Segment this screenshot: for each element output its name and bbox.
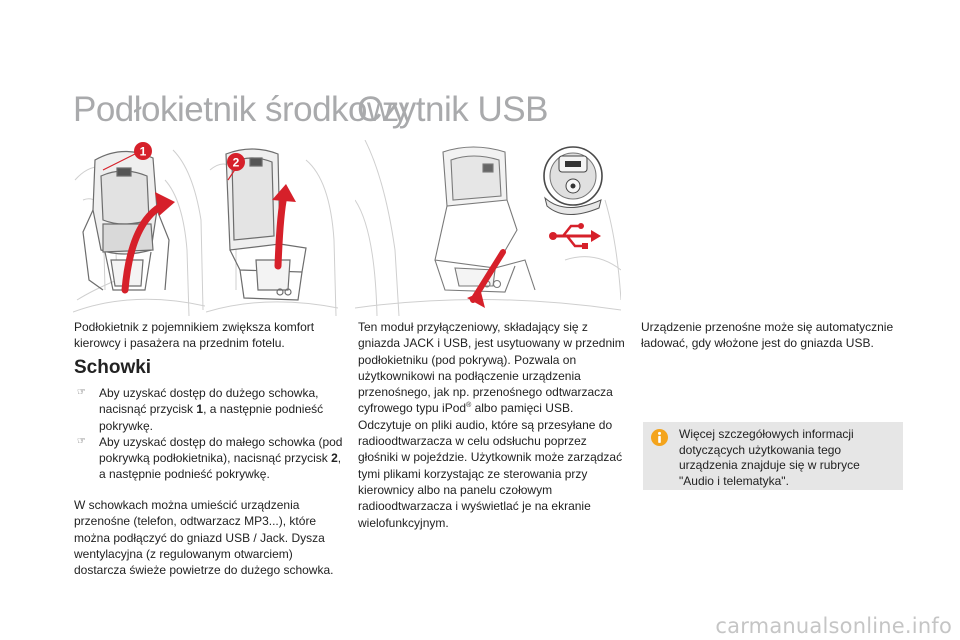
armrest-intro-text: Podłokietnik z pojemnikiem zwiększa komfort kierowcy i pasażera na przednim fotelu. — [74, 320, 315, 351]
usb-description-text — [358, 319, 626, 531]
button-reference: 2 — [331, 451, 338, 466]
callout-1-label: 1 — [139, 144, 147, 159]
storage-instructions-list — [74, 385, 346, 483]
usb-section-title: Czytnik USB — [357, 90, 548, 129]
watermark[interactable]: carmanualsonline.info — [715, 614, 952, 638]
list-item — [74, 434, 346, 483]
info-box-text: Więcej szczegółowych informacji dotyczących użytkowania tego urządzenia znajduje się w rubryce "Audio i telematyka". — [679, 427, 860, 488]
bullet-text: , a następnie podnieść pokrywkę. — [99, 402, 324, 433]
bullet-text: Aby uzyskać dostęp do dużego schowka, nacisnąć przycisk — [99, 386, 319, 417]
button-reference: 1 — [196, 402, 204, 417]
auto-charge-text: Urządzenie przenośne może się automatycznie ładować, gdy włożone jest do gniazda USB. — [641, 320, 894, 351]
info-box — [643, 422, 903, 490]
usb-reader-illustration — [355, 140, 621, 316]
registered-mark: ® — [466, 402, 472, 410]
info-icon — [651, 429, 668, 446]
hand-pointer-icon: ☞ — [77, 387, 86, 398]
usb-description-part: Ten moduł przyłączeniowy, składający się z gniazda JACK i USB, jest usytuowany w przednim podłokietniku (pod pokrywą). Pozwala on użytkownikowi na podłączenie urządzenia przenośnego, jak np. przenośnego odtwarzacza cyfrowego typu iPod — [358, 320, 625, 416]
hand-pointer-icon: ☞ — [77, 435, 86, 447]
bullet-text: , a następnie podnieść pokrywkę. — [99, 451, 342, 482]
armrest-large-compartment-illustration — [73, 140, 205, 316]
armrest-small-compartment-illustration — [206, 140, 338, 316]
storage-subheading: Schowki — [74, 357, 152, 378]
storage-note-text: W schowkach można umieścić urządzenia przenośne (telefon, odtwarzacz MP3...), które można podłączyć do gniazd USB / Jack. Dysza wentylacyjna (z regulowanym otwarciem) dostarcza świeże powietrze do dużego schowka. — [74, 498, 334, 578]
usb-symbol-icon — [549, 223, 601, 249]
usb-socket-zoom — [544, 147, 602, 215]
list-item — [74, 385, 346, 434]
armrest-section-title: Podłokietnik środkowy — [73, 90, 409, 129]
bullet-text: Aby uzyskać dostęp do małego schowka (pod pokrywką podłokietnika), nacisnąć przycisk — [99, 434, 343, 466]
usb-description-part: albo pamięci USB. Odczytuje on pliki audio, które są przesyłane do radioodtwarzacza w celu odsłuchu poprzez głośniki w pojeździe. Użytkownik może zarządzać tymi plikami korzystając ze sterowania przy kierownicy albo na panelu czołowym radioodtwarzacza i wyświetlać je na ekranie wielofunkcyjnym. — [358, 401, 623, 530]
callout-2-label: 2 — [232, 155, 240, 170]
